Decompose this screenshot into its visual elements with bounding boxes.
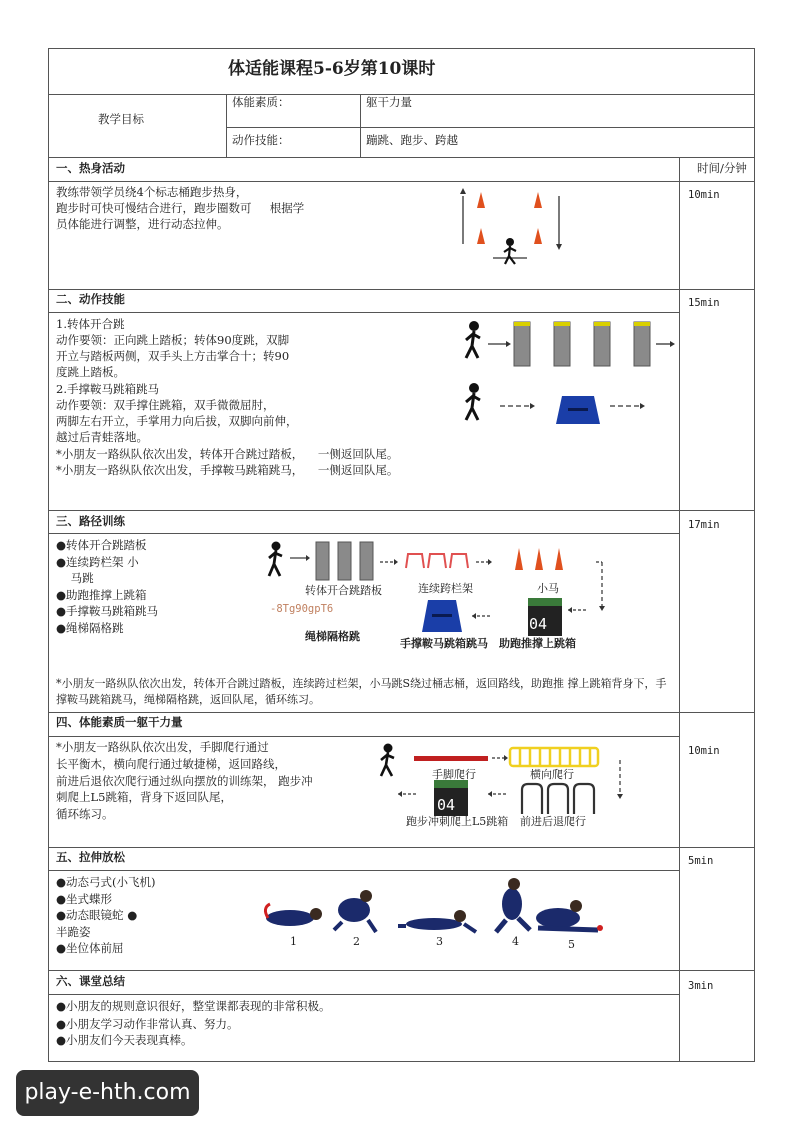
stretch-poses (258, 874, 610, 954)
section-heading: 五、拉伸放松 (56, 850, 125, 864)
bullet-item: ●动态弓式(小飞机) (56, 875, 156, 889)
bullet-item: ●绳梯隔格跳 (56, 621, 124, 635)
section-time: 10min (688, 745, 720, 757)
section-heading: 六、课堂总结 (56, 974, 125, 988)
bullet-item: ●助跑推撑上跳箱 (56, 588, 147, 602)
route-label: 连续跨栏架 (418, 582, 473, 595)
text-line: 动作要领：双手撑住跳箱，双手微微屈肘， (56, 398, 275, 412)
cone-icon (477, 228, 485, 244)
pose-4-icon (496, 878, 530, 932)
section-time: 5min (688, 855, 714, 867)
box-number: 04 (437, 796, 456, 814)
route-label: 横向爬行 (530, 768, 574, 781)
objective-key: 体能素质： (232, 95, 290, 109)
text-line: 循环练习。 (56, 807, 114, 821)
bullet-item: ●转体开合跳踏板 (56, 538, 147, 552)
section-heading: 一、热身活动 (56, 161, 125, 175)
athlete-icon (466, 383, 480, 420)
text-line: 刺爬上L5跳箱，背身下返回队尾， (56, 790, 232, 804)
bullet-item: 半跪姿 (56, 925, 91, 939)
section-heading: 四、体能素质一躯干力量 (56, 715, 183, 729)
cone-icon (535, 548, 543, 570)
text-line: 两脚左右开立，手掌用力向后拔，双脚向前伸， (56, 414, 298, 428)
jump-pad (634, 322, 650, 366)
text-line: 跑步时可快可慢结合进行，跑步圈数可 根据学 (56, 201, 305, 215)
jump-pad (316, 542, 329, 580)
section-time: 15min (688, 297, 720, 309)
skills-diagram (458, 318, 678, 430)
text-line: 教练带领学员绕4个标志桶跑步热身， (56, 185, 248, 199)
jump-pad (514, 322, 530, 366)
watermark-badge: play-e-hth.com (16, 1070, 199, 1116)
jump-pad (360, 542, 373, 580)
text-line: 长平衡木，横向爬行通过敏捷梯，返回路线， (56, 757, 286, 771)
text-line: *小朋友一路纵队依次出发，手脚爬行通过 (56, 740, 269, 754)
box-number: 04 (529, 615, 548, 633)
hurdle-icon (406, 554, 424, 568)
section-time: 17min (688, 519, 720, 531)
text-line: 2.手撑鞍马跳箱跳马 (56, 382, 159, 396)
page-title: 体适能课程5-6岁第10课时 (228, 59, 436, 79)
section-heading: 二、动作技能 (56, 292, 125, 306)
route-label: 跑步冲刺爬上L5跳箱 (406, 815, 509, 828)
athlete-icon (466, 321, 480, 358)
objective-key: 动作技能： (232, 133, 290, 147)
agility-ladder (510, 748, 598, 766)
jump-pad (594, 322, 610, 366)
bullet-item: 马跳 (56, 571, 94, 585)
text-line: *小朋友一路纵队依次出发，转体开合跳过踏板， 一侧返回队尾。 (56, 447, 399, 461)
route-label: 手撑鞍马跳箱跳马 (400, 637, 488, 650)
hurdle-icon (428, 554, 446, 568)
route-label: 助跑推撑上跳箱 (499, 637, 576, 650)
route-label: 手脚爬行 (432, 768, 476, 781)
pose-1-icon (265, 904, 322, 926)
bullet-item: ●手撑鞍马跳箱跳马 (56, 604, 159, 618)
pose-2-icon (334, 890, 376, 932)
cone-icon (477, 192, 485, 208)
pose-number: 3 (436, 935, 443, 948)
bullet-item: ●坐位体前屈 (56, 941, 124, 955)
bullet-item: ●小朋友学习动作非常认真、努力。 (56, 1017, 239, 1031)
objective-value: 躯干力量 (366, 95, 412, 109)
athlete-icon (269, 542, 282, 577)
route-label: 转体开合跳踏板 (305, 584, 382, 597)
training-frames (522, 784, 594, 814)
text-line: 1.转体开合跳 (56, 317, 125, 331)
pose-number: 2 (353, 935, 360, 948)
text-line: 越过后青蛙落地。 (56, 430, 148, 444)
section-heading: 三、路径训练 (56, 514, 125, 528)
bullet-item: ●坐式蝶形 (56, 892, 113, 906)
bullet-item: ●动态眼镜蛇 ● (56, 908, 138, 922)
pose-3-icon (398, 910, 476, 932)
text-line: 员体能进行调整，进行动态拉伸。 (56, 217, 229, 231)
text-line: 动作要领：正向跳上踏板；转体90度跳，双脚 (56, 333, 290, 347)
jump-pad (338, 542, 351, 580)
hurdle-icon (450, 554, 468, 568)
jump-pad (554, 322, 570, 366)
athlete-icon (381, 744, 394, 777)
objectives-label: 教学目标 (98, 112, 144, 126)
text-line: 撑鞍马跳箱跳马，绳梯隔格跳，返回队尾，循环练习。 (56, 693, 320, 706)
text-line: 前进后退依次爬行通过纵向摆放的训练架， 跑步冲 (56, 774, 313, 788)
bullet-item: ●小朋友们今天表现真棒。 (56, 1033, 193, 1047)
route-label: -8Tg90gpT6 (270, 603, 334, 615)
route-label: 前进后退爬行 (520, 815, 586, 828)
route-label: 小马 (537, 582, 559, 595)
warmup-diagram (455, 184, 575, 270)
cone-icon (515, 548, 523, 570)
text-line: *小朋友一路纵队依次出发，转体开合跳过踏板，连续跨过栏架，小马跳S绕过桶志桶，返回路线，助跑推 撑上跳箱背身下，手 (56, 677, 667, 690)
athlete-icon (504, 238, 516, 264)
cone-icon (555, 548, 563, 570)
objective-value: 蹦跳、跑步、跨越 (366, 133, 458, 147)
pose-number: 1 (290, 935, 297, 948)
time-header: 时间/分钟 (697, 161, 747, 175)
bullet-item: ●小朋友的规则意识很好，整堂课都表现的非常积极。 (56, 999, 331, 1013)
pose-number: 5 (568, 938, 575, 951)
text-line: 开立与踏板两侧，双手头上方击掌合十；转90 (56, 349, 290, 363)
section-time: 10min (688, 189, 720, 201)
text-line: 度跳上踏板。 (56, 365, 125, 379)
pose-5-icon (536, 900, 603, 931)
balance-beam (414, 756, 488, 761)
cone-icon (534, 228, 542, 244)
section-time: 3min (688, 980, 714, 992)
bullet-item: ●连续跨栏架 小 (56, 555, 139, 569)
cone-icon (534, 192, 542, 208)
pose-number: 4 (512, 935, 519, 948)
route-label: 绳梯隔格跳 (305, 630, 360, 643)
text-line: *小朋友一路纵队依次出发，手撑鞍马跳箱跳马， 一侧返回队尾。 (56, 463, 399, 477)
